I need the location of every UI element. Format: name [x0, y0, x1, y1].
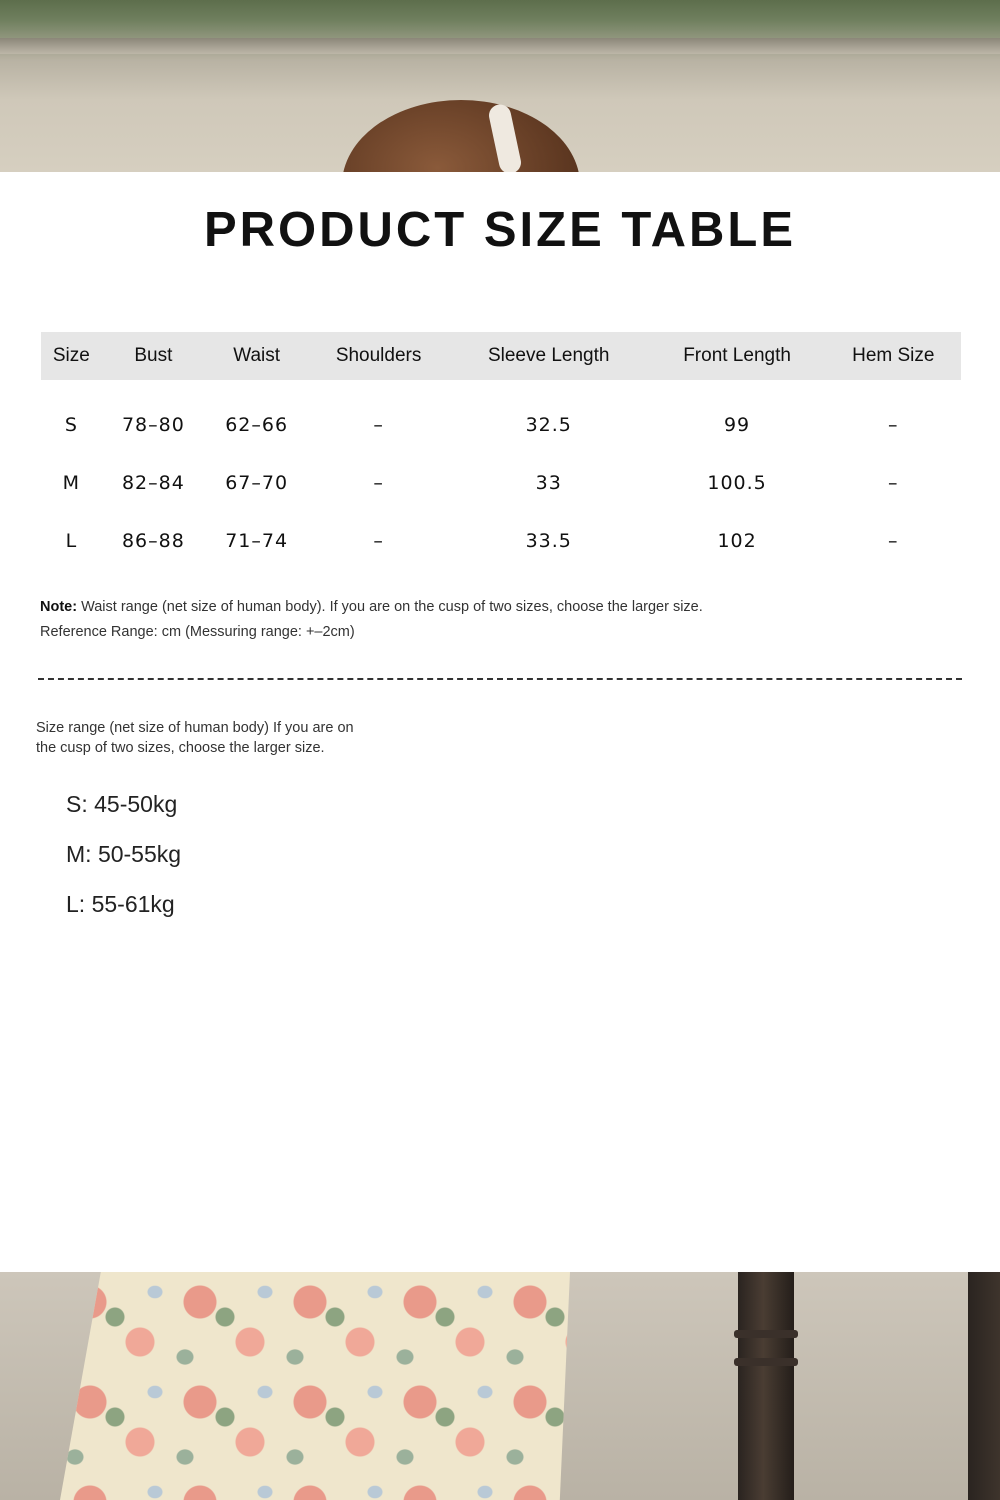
weight-list — [66, 786, 181, 936]
weight-item-l: L: 55-61kg — [66, 891, 175, 917]
cell-shoulders: – — [373, 530, 384, 552]
measurement-note — [40, 595, 703, 645]
size-chart-card — [0, 172, 1000, 1272]
cell-sleeve-length: 32.5 — [525, 414, 572, 436]
cell-shoulders: – — [373, 414, 384, 436]
table-row — [41, 454, 961, 512]
cell-bust: 82–84 — [121, 472, 185, 494]
wooden-post-edge — [968, 1272, 1000, 1500]
cell-sleeve-length: 33.5 — [525, 530, 572, 552]
header-front-length: Front Length — [649, 332, 826, 380]
table-row — [41, 512, 961, 570]
wooden-post — [738, 1272, 794, 1500]
table-header-row — [41, 332, 961, 380]
wall-ledge — [0, 38, 1000, 54]
cell-waist: 71–74 — [225, 530, 289, 552]
cell-sleeve-length: 33 — [535, 472, 562, 494]
floral-skirt — [60, 1272, 570, 1500]
background-photo-bottom — [0, 1272, 1000, 1500]
reference-range: Reference Range: cm (Messuring range: +–2cm) — [40, 624, 355, 640]
cell-waist: 62–66 — [225, 414, 289, 436]
cell-hem-size: – — [888, 472, 899, 494]
dashed-divider — [38, 678, 962, 680]
table-row — [41, 380, 961, 454]
page-title: PRODUCT SIZE TABLE — [203, 203, 797, 257]
cell-front-length: 102 — [717, 530, 757, 552]
cell-size: S — [64, 414, 78, 436]
cell-bust: 86–88 — [121, 530, 185, 552]
cell-bust: 78–80 — [121, 414, 185, 436]
size-table — [41, 332, 961, 570]
header-shoulders: Shoulders — [308, 332, 449, 380]
cell-hem-size: – — [888, 414, 899, 436]
cell-front-length: 99 — [723, 414, 751, 436]
size-range-note: Size range (net size of human body) If you are on the cusp of two sizes, choose the larger size. — [36, 720, 354, 756]
cell-hem-size: – — [888, 530, 899, 552]
cell-shoulders: – — [373, 472, 384, 494]
cell-size: M — [62, 472, 81, 494]
header-bust: Bust — [102, 332, 205, 380]
note-label: Note: — [40, 599, 78, 615]
weight-item-m: M: 50-55kg — [66, 841, 182, 867]
model-hair — [342, 100, 580, 172]
note-text: Waist range (net size of human body). If you are on the cusp of two sizes, choose the larger size. — [81, 599, 703, 615]
cell-size: L — [65, 530, 78, 552]
background-photo-top — [0, 0, 1000, 172]
header-hem-size: Hem Size — [826, 332, 961, 380]
header-sleeve-length: Sleeve Length — [449, 332, 649, 380]
header-waist: Waist — [205, 332, 308, 380]
cell-waist: 67–70 — [225, 472, 289, 494]
header-size: Size — [41, 332, 102, 380]
cell-front-length: 100.5 — [707, 472, 767, 494]
weight-item-s: S: 45-50kg — [66, 791, 178, 817]
